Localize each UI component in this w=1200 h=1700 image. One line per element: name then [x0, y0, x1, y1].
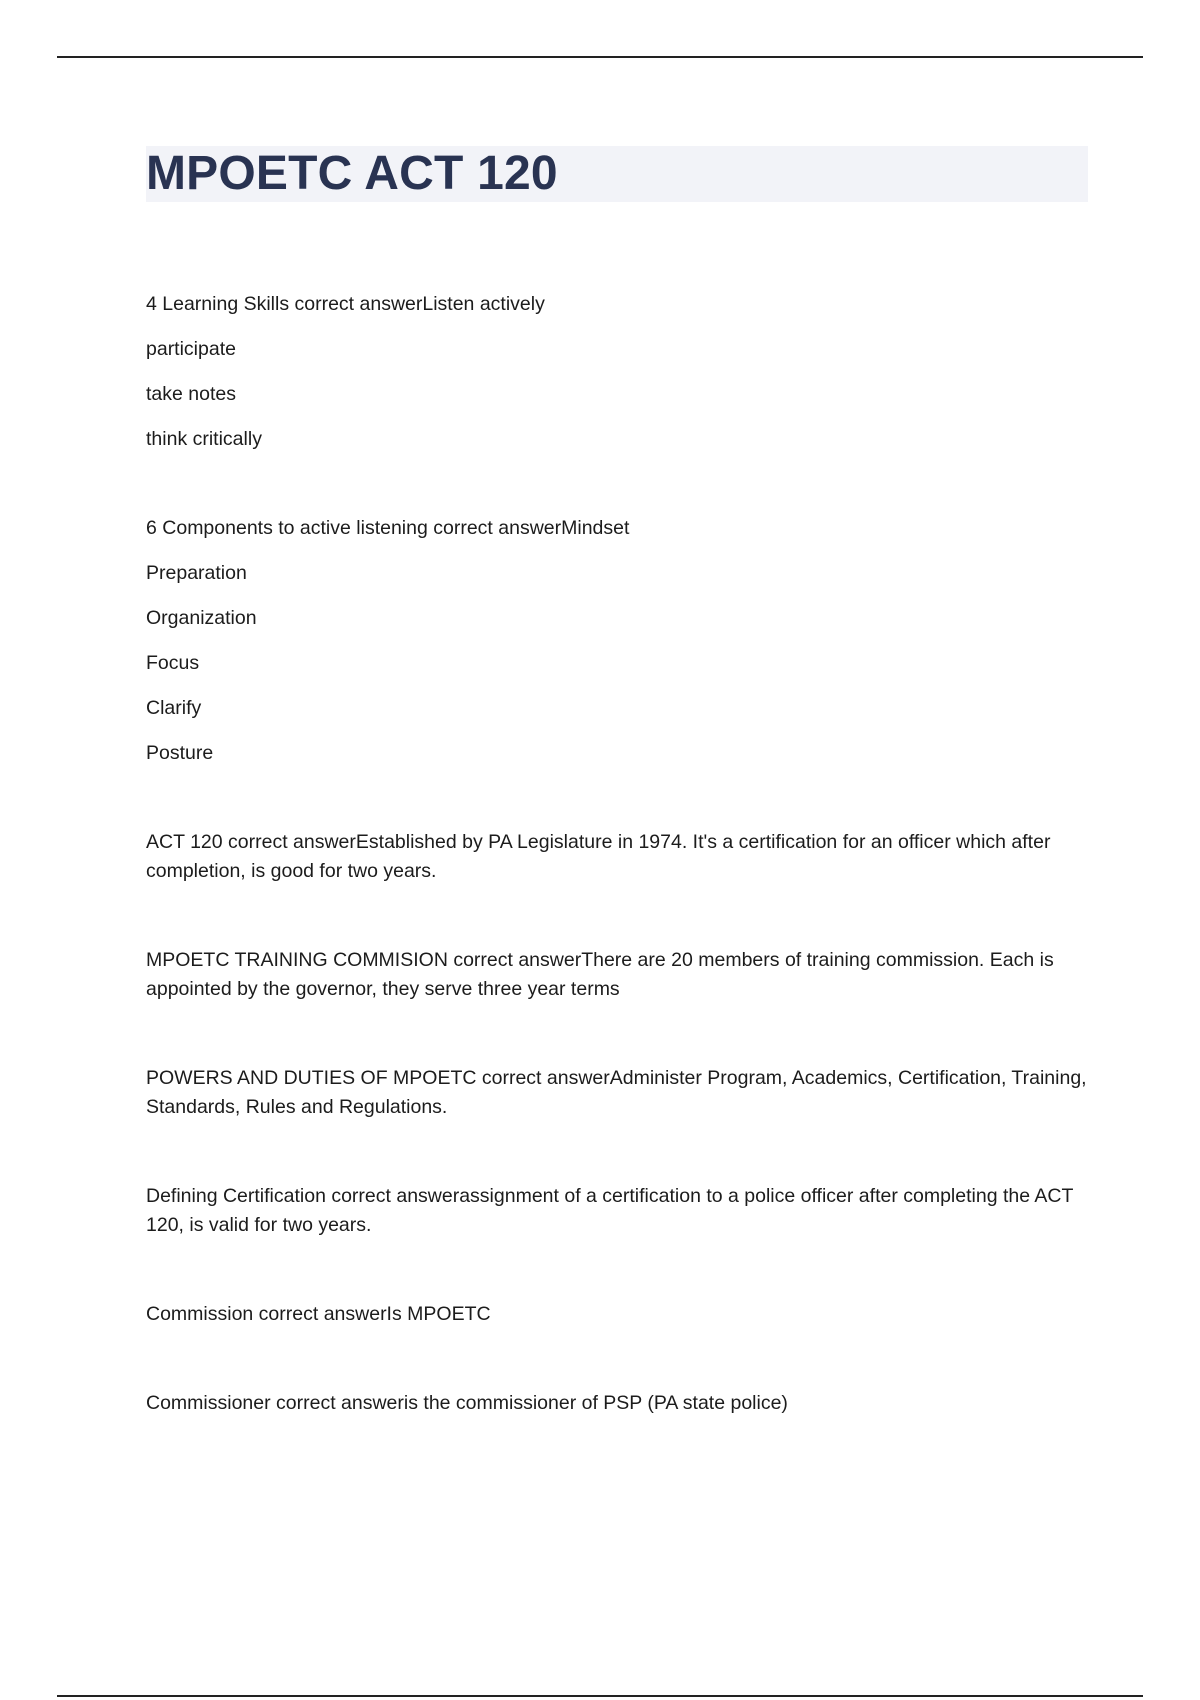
card-line: participate: [146, 338, 236, 360]
card-line: Posture: [146, 742, 214, 764]
card-text: ACT 120 correct answerEstablished by PA Legislature in 1974. It's a certification for an officer which after completion, is good for two years.: [146, 831, 1051, 882]
flashcard-powers-duties: [146, 1064, 1091, 1122]
flashcard-active-listening: [146, 514, 1091, 768]
card-line: 6 Components to active listening correct answerMindset: [146, 517, 630, 539]
card-line: take notes: [146, 383, 236, 405]
card-line: Focus: [146, 652, 200, 674]
flashcard-commissioner: [146, 1389, 1091, 1418]
card-text: Commissioner correct answeris the commissioner of PSP (PA state police): [146, 1392, 788, 1414]
card-line: Organization: [146, 607, 257, 629]
flashcard-defining-certification: [146, 1182, 1091, 1240]
top-rule: [57, 56, 1143, 58]
flashcard-training-commision: [146, 946, 1091, 1004]
flashcard-learning-skills: [146, 290, 1091, 454]
card-text: POWERS AND DUTIES OF MPOETC correct answerAdminister Program, Academics, Certification, Training, Standards, Rules and Regulations.: [146, 1067, 1087, 1118]
flashcard-commission: [146, 1300, 1091, 1329]
document-title: MPOETC ACT 120: [146, 147, 558, 200]
card-line: think critically: [146, 428, 262, 450]
card-line: 4 Learning Skills correct answerListen actively: [146, 293, 545, 315]
card-line: Preparation: [146, 562, 247, 584]
card-text: Defining Certification correct answerassignment of a certification to a police officer after completing the ACT 120, is valid for two years.: [146, 1185, 1074, 1236]
card-text: Commission correct answerIs MPOETC: [146, 1303, 491, 1325]
card-line: Clarify: [146, 697, 202, 719]
card-text: MPOETC TRAINING COMMISION correct answerThere are 20 members of training commission. Each is appointed by the governor, they serve three year terms: [146, 949, 1054, 1000]
flashcard-list: [146, 290, 1091, 1478]
bottom-rule: [57, 1695, 1143, 1697]
flashcard-act-120: [146, 828, 1091, 886]
